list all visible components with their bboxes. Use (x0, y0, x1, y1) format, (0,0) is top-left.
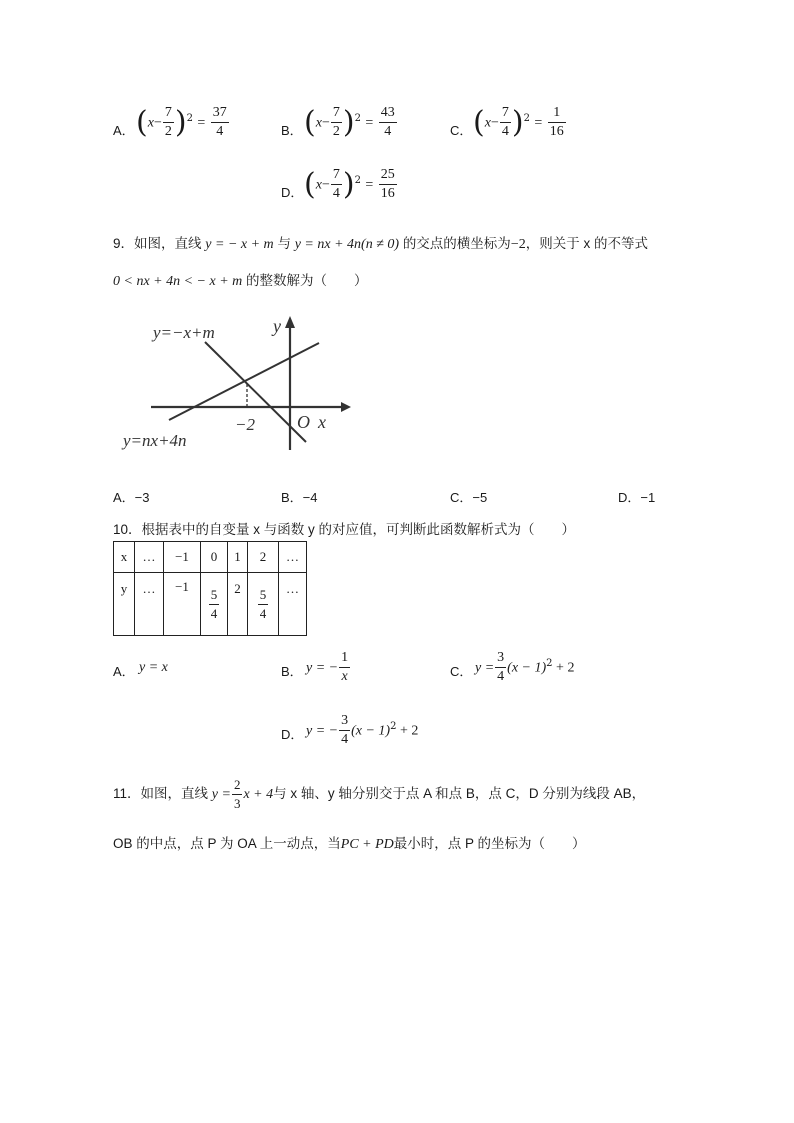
q10-option-c-label[interactable]: C． (450, 664, 473, 679)
q10-option-d-math: y = − $\frac{3}{4}$ $(x - 1)^2 + 2$ (306, 713, 419, 747)
q10-option-a-label[interactable]: A． (113, 664, 135, 679)
table-cell: $\frac{5}{4}$ (248, 573, 279, 636)
q10-option-b-math: y = − $\frac{1}{x}$ (306, 650, 349, 684)
table-cell: … (279, 573, 307, 636)
table-cell: y (114, 573, 135, 636)
line-y-nx-plus-4n (169, 343, 319, 420)
graph-tick-label: −2 (235, 415, 255, 434)
table-cell: $\frac{5}{4}$ (201, 573, 228, 636)
q11-text: OB 的中点，点 P 为 OA 上一动点，当 (113, 836, 341, 851)
q8-option-c-equation: (x− $\frac{7}{4}$ )$^2$ = $\frac{1}{16}$ (473, 105, 564, 140)
q8-option-a-equation: (x− $\frac{7}{2}$ )$^2$ = $\frac{37}{4}$ (136, 105, 227, 140)
q8-option-a-label[interactable]: A． (113, 123, 135, 138)
q9-stem-line2 (113, 269, 368, 290)
q10-option-d-label[interactable]: D． (281, 727, 304, 742)
q9-option-b[interactable]: B．−4 (281, 490, 318, 505)
q10-option-b-label[interactable]: B． (281, 664, 303, 679)
q8-option-d-label[interactable]: D． (281, 185, 304, 200)
q9-stem-line1 (113, 232, 648, 253)
graph-label-bottom-line: y=nx+4n (123, 431, 187, 450)
graph-origin-label: O (297, 412, 310, 432)
q11-stem-line1: 11．如图，直线 y = $\frac{2}{3}$ x + 4与 x 轴、y 轴分别交于点 A 和点 B，点 C，D 分别为线段 AB， (113, 777, 646, 811)
q10-option-c-math: y = $\frac{3}{4}$ $(x - 1)^2 + 2$ (475, 650, 575, 684)
q11-math: x + 4 (243, 787, 274, 803)
q9-option-d[interactable]: D．−1 (618, 490, 656, 505)
q9-option-a[interactable]: A．−3 (113, 490, 150, 505)
q9-value: −2 (510, 237, 526, 252)
table-cell: … (279, 542, 307, 573)
q8-option-d-equation: (x− $\frac{7}{4}$ )$^2$ = $\frac{25}{16}$ (304, 167, 395, 202)
q10-option-a-math: y = x (139, 660, 168, 675)
q11-text: 与 x 轴、y 轴分别交于点 A 和点 B，点 C，D 分别为线段 AB， (273, 786, 646, 802)
q9-line2-eq: y = nx + 4n(n ≠ 0) (294, 237, 400, 252)
q9-graph (113, 308, 353, 458)
q9-text: 的整数解为（ ） (246, 273, 368, 288)
table-row-y (114, 573, 307, 636)
q11-number: 11． (113, 786, 141, 802)
table-cell: … (135, 542, 164, 573)
q9-text: 的交点的横坐标为 (402, 236, 511, 251)
table-row-x (114, 542, 307, 573)
y-axis-arrow-icon (285, 316, 295, 328)
table-cell: −1 (164, 542, 201, 573)
q9-text: ，则关于 x 的不等式 (525, 236, 648, 251)
table-cell: 2 (248, 542, 279, 573)
graph-axis-y-label: y (273, 316, 281, 336)
q9-text: 与 (277, 236, 291, 251)
graph-axis-x-label: x (318, 412, 326, 432)
q11-text: 如图，直线 (140, 786, 209, 802)
q8-option-c-label[interactable]: C． (450, 123, 473, 138)
graph-label-top-line: y=−x+m (153, 323, 215, 342)
q9-number: 9． (113, 236, 135, 251)
q8-option-b-label[interactable]: B． (281, 123, 303, 138)
q11-math: y = (211, 787, 231, 803)
table-cell: … (135, 573, 164, 636)
q9-option-c[interactable]: C．−5 (450, 490, 488, 505)
q11-stem-line2 (113, 832, 586, 853)
table-cell: x (114, 542, 135, 573)
table-cell: −1 (164, 573, 201, 636)
q8-option-b-equation: (x− $\frac{7}{2}$ )$^2$ = $\frac{43}{4}$ (304, 105, 395, 140)
table-cell: 2 (228, 573, 248, 636)
table-cell: 0 (201, 542, 228, 573)
q9-inequality: 0 < nx + 4n < − x + m (113, 274, 243, 289)
q11-math: PC + PD (340, 837, 394, 852)
q9-text: 如图，直线 (134, 236, 202, 251)
q10-value-table (113, 541, 307, 636)
q9-line1-eq: y = − x + m (205, 237, 274, 252)
table-cell: 1 (228, 542, 248, 573)
q11-text: 最小时，点 P 的坐标为（ ） (393, 836, 586, 851)
x-axis-arrow-icon (341, 402, 351, 412)
q10-stem: 10．根据表中的自变量 x 与函数 y 的对应值，可判断此函数解析式为（ ） (113, 522, 576, 537)
